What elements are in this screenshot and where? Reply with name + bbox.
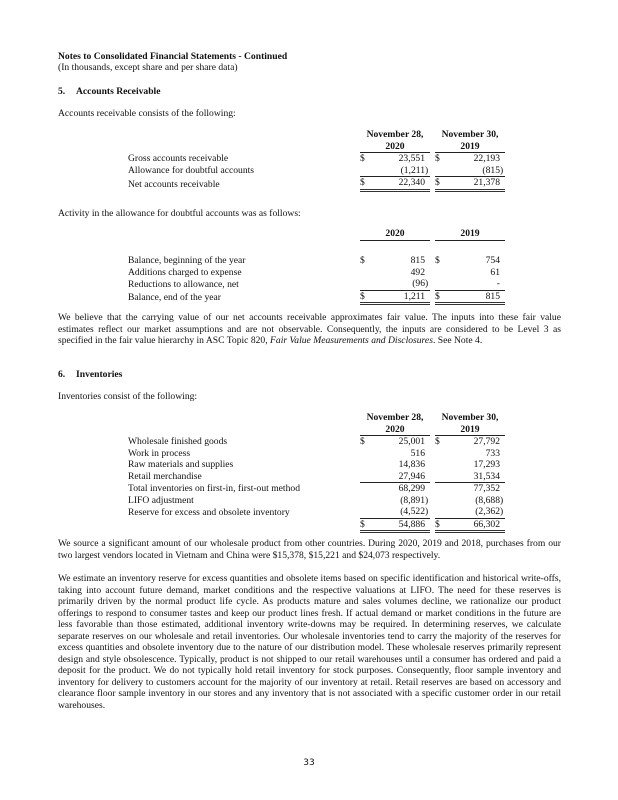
accounts-receivable-table: November 28, November 30, 2020 2019 Gross accounts receivable $ 23,551 $ 22,193 Allowance for doubtful accounts (1,211 ) (815 ) Net accounts receivable $ 22,340 $ 21,378 [128, 129, 504, 190]
sourcing-paragraph: We source a significant amount of our wholesale product from other countries. During 2020, 2019 and 2018, purchases from our two largest vendors located in Vietnam and China were $15,378, $15,221 and $24,073 respectively. [58, 538, 561, 561]
section-6-number: 6. [58, 369, 66, 380]
section-6-heading [58, 369, 122, 381]
column-header-2019: November 30, [441, 412, 499, 423]
fair-value-paragraph: We believe that the carrying value of our net accounts receivable approximates fair value. The inputs into these fair value estimates reflect our market assumptions and are not observable. Consequently, the inputs are considered to be Level 3 as specified in the fair value hierarchy in ASC Topic 820, Fair Value Measurements and Disclosures. See Note 4. [58, 312, 561, 346]
table-row-total: $ 54,886 $ 66,302 [128, 518, 505, 532]
section-5-heading [58, 86, 160, 98]
allowance-activity-intro: Activity in the allowance for doubtful accounts was as follows: [58, 208, 301, 219]
page-header-title: Notes to Consolidated Financial Statements - Continued [58, 51, 288, 62]
inventory-reserve-paragraph: We estimate an inventory reserve for excess quantities and obsolete items based on specific identification and historical write-offs, taking into account future demand, market conditions and the respective valuations at LIFO. The need for these reserves is primarily driven by the normal product life cycle. As products mature and sales volumes decline, we rationalize our product offerings to respond to consumer tastes and keep our product lines fresh. If actual demand or market conditions in the future are less favorable than those estimated, additional inventory write-downs may be required. In determining reserves, we calculate separate reserves on our wholesale and retail inventories. Our wholesale inventories tend to carry the majority of the reserves for excess quantities and obsolete inventory due to the nature of our distribution model. These wholesale reserves primarily represent design and style obsolescence. Typically, product is not shipped to our retail warehouses until a consumer has ordered and paid a deposit for the product. We do not typically hold retail inventory for stock purposes. Consequently, floor sample inventory and inventory for delivery to customers account for the majority of our inventory at retail. Retail reserves are based on accessory and clearance floor sample inventory in our stores and any inventory that is not associated with a specific customer order in our retail warehouses. [58, 573, 561, 711]
section-5-intro: Accounts receivable consists of the following: [58, 108, 236, 119]
table-row: Additions charged to expense 492 61 [128, 266, 500, 278]
table-row: Gross accounts receivable $ 23,551 $ 22,193 [128, 153, 500, 164]
section-5-title: Accounts Receivable [76, 86, 161, 97]
table-row-subtotal: Total inventories on first-in, first-out method 68,299 77,352 [128, 483, 500, 494]
section-6-intro: Inventories consist of the following: [58, 391, 198, 402]
column-header-2020: November 28, [366, 129, 424, 140]
asc-topic-title: Fair Value Measurements and Disclosures [270, 335, 433, 346]
table-header-row [128, 129, 505, 141]
page-number: 33 [303, 758, 315, 768]
column-header-2020: 2020 [360, 228, 430, 240]
table-row: Wholesale finished goods $ 25,001 $ 27,792 [128, 436, 500, 447]
table-row: Raw materials and supplies 14,836 17,293 [128, 459, 500, 470]
section-6-title: Inventories [76, 369, 123, 380]
table-row: Allowance for doubtful accounts (1,211 ) (815 ) [128, 164, 504, 176]
inventories-table: November 28, November 30, 2020 2019 Wholesale finished goods $ 25,001 $ 27,792 Work in process 516 733 Raw materials and supplies 14,836 17,293 Retail merchandise 27,946 31,534 Total inventories on first-in, first-out method 68,299 77,352 LIFO adjustment (8,891 ) (8,688 ) Reserve for excess and obsolete inventory (4,522 ) (2,362 ) $ 54,886 $ 66,302 [128, 412, 504, 530]
table-row: Balance, beginning of the year $ 815 $ 754 [128, 255, 500, 266]
table-row: Retail merchandise 27,946 31,534 [128, 471, 505, 483]
column-header-2019: 2019 [435, 228, 505, 240]
table-row: Reserve for excess and obsolete inventory (4,522 ) (2,362 ) [128, 506, 504, 518]
page-header-subtitle: (In thousands, except share and per share data) [58, 62, 238, 73]
table-row: Work in process 516 733 [128, 447, 500, 459]
column-header-2020: November 28, [366, 412, 424, 423]
section-5-number: 5. [58, 86, 66, 97]
table-row-total: Balance, end of the year $ 1,211 $ 815 [128, 290, 505, 304]
allowance-activity-table [128, 228, 505, 305]
table-row: LIFO adjustment (8,891 ) (8,688 ) [128, 494, 504, 506]
table-row-total: Net accounts receivable $ 22,340 $ 21,378 [128, 177, 505, 191]
table-header-row [128, 412, 505, 424]
column-header-2019: November 30, [441, 129, 499, 140]
table-header-row [128, 228, 505, 240]
table-row: Reductions to allowance, net (96 ) - [128, 278, 505, 290]
